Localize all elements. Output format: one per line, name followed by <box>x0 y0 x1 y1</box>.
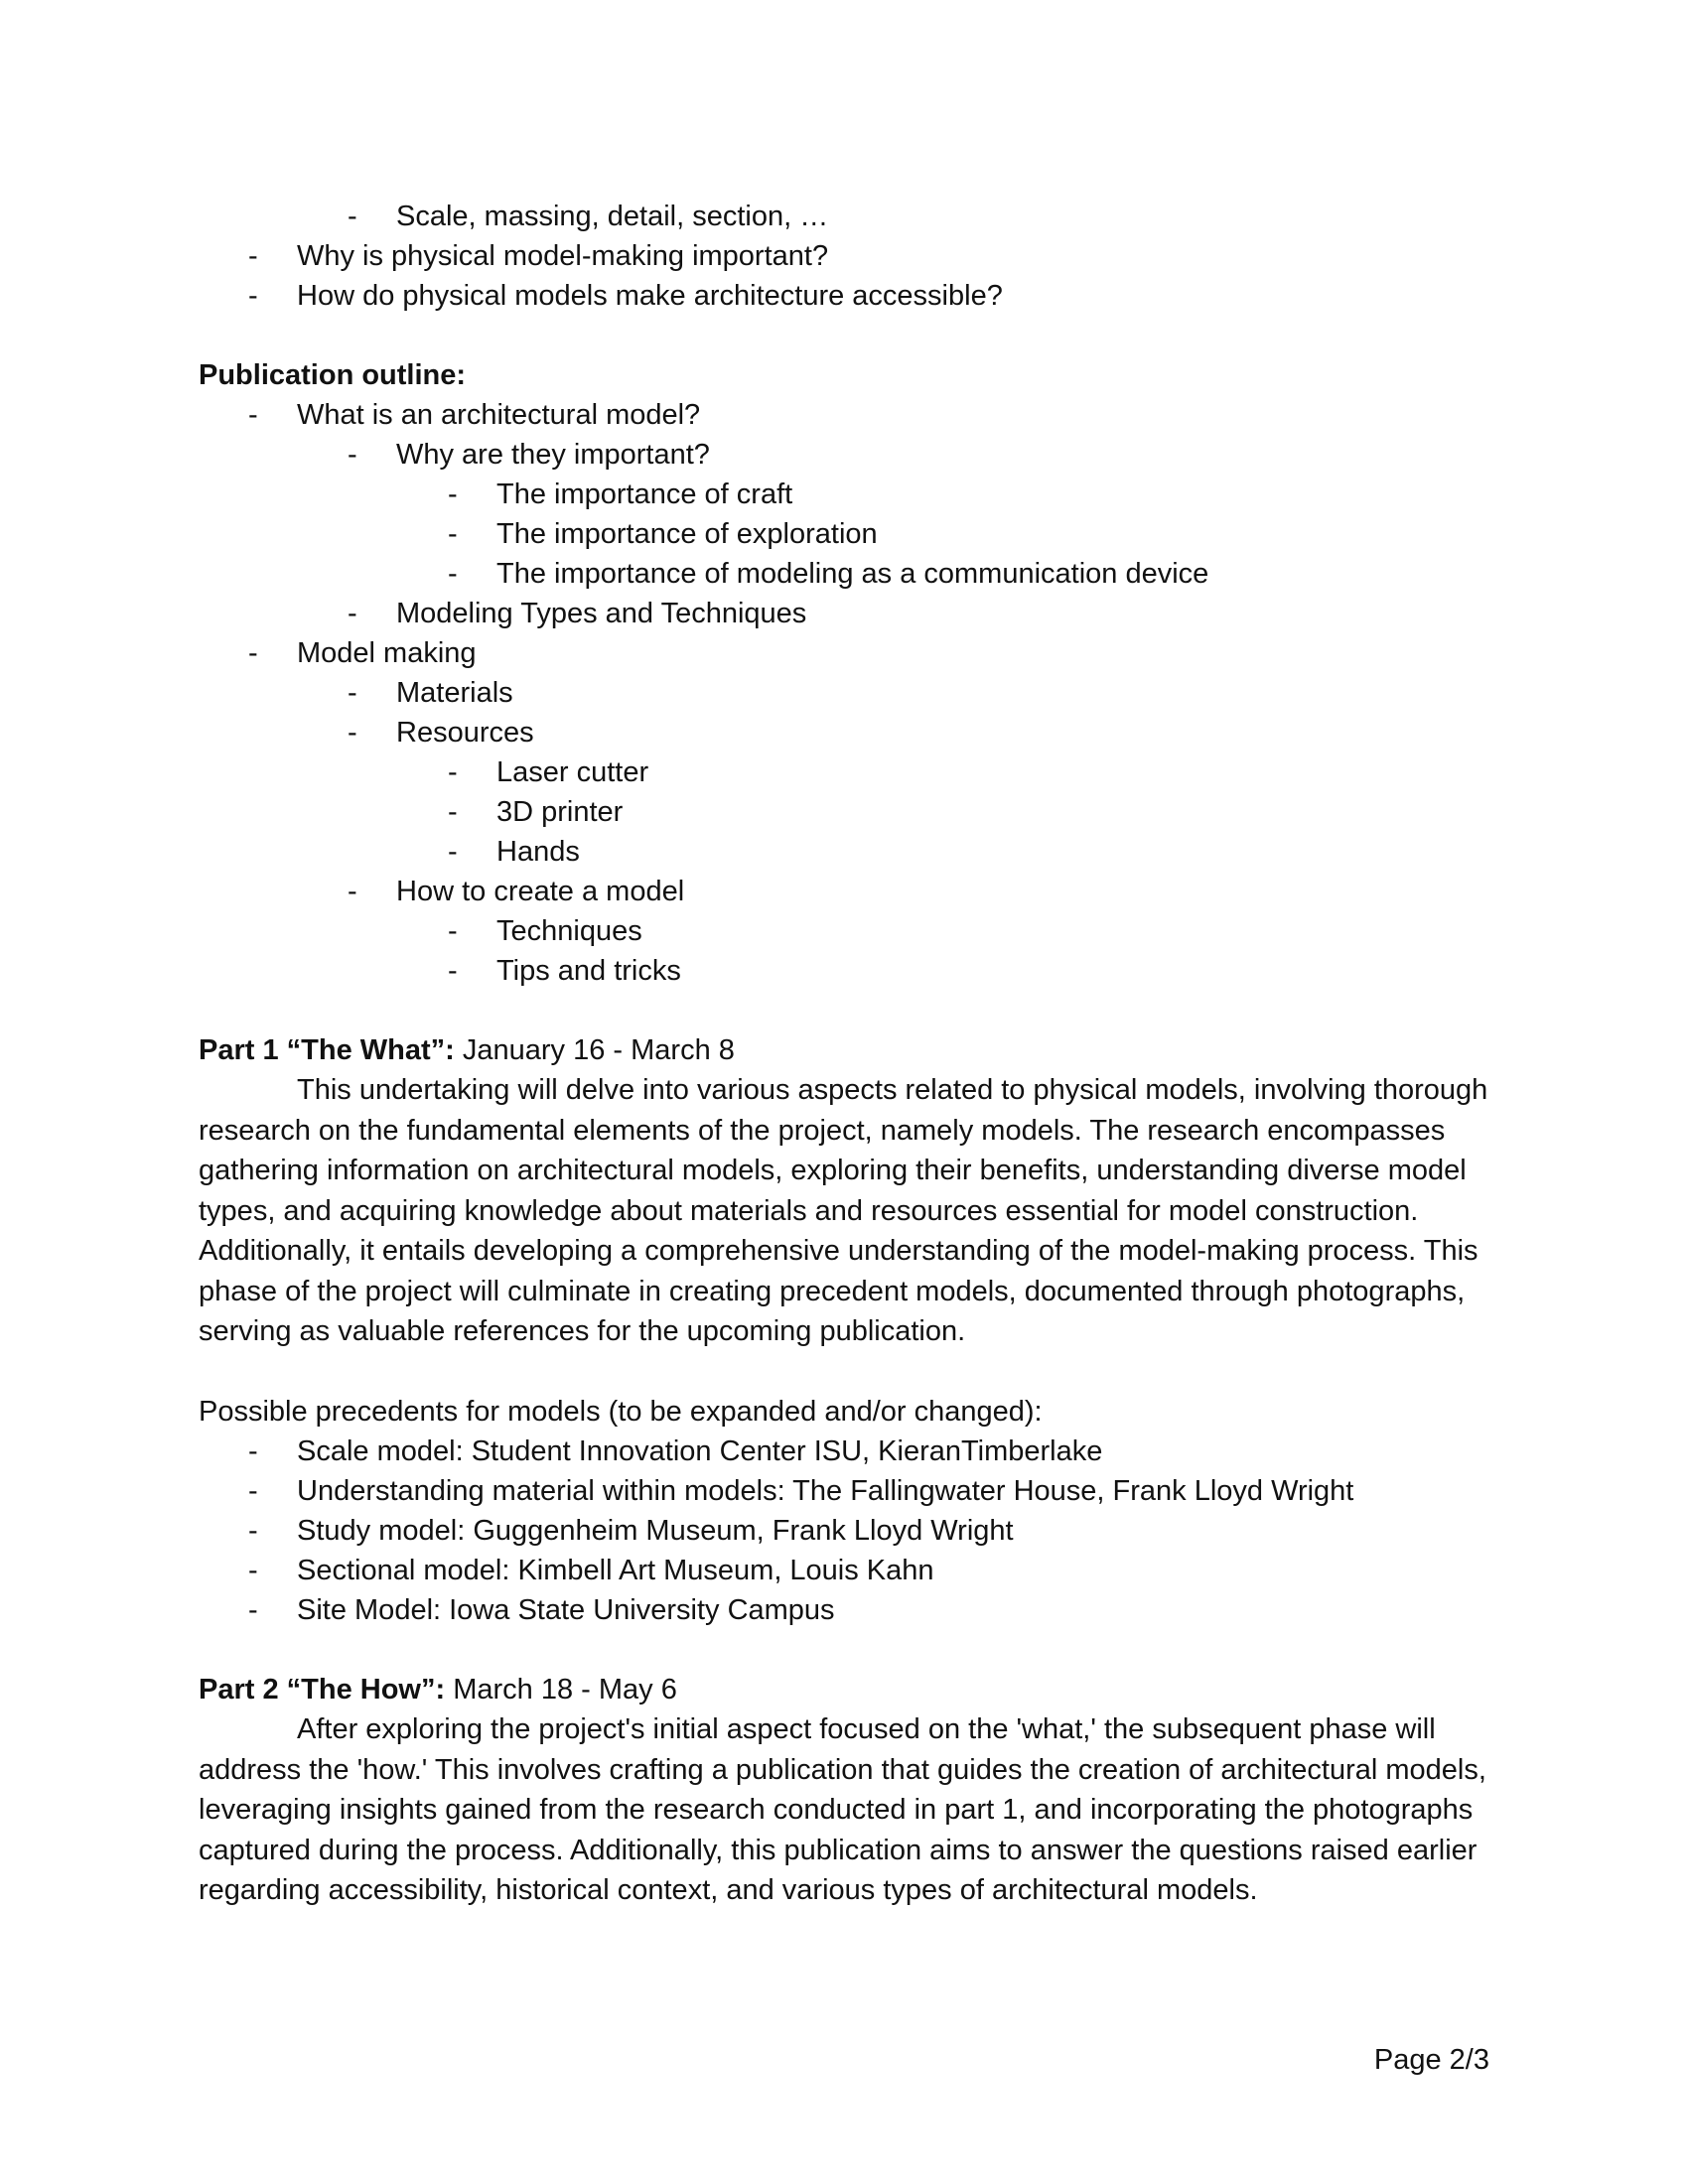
list-item-text: How do physical models make architecture accessible? <box>297 280 1003 312</box>
list-item-text: The importance of exploration <box>496 518 878 550</box>
list-item-text: Laser cutter <box>496 756 649 788</box>
list-item <box>248 1590 835 1630</box>
bullet-dash: - <box>248 399 258 431</box>
bullet-dash: - <box>348 439 357 471</box>
bullet-dash: - <box>448 915 458 947</box>
bullet-dash: - <box>448 955 458 987</box>
list-item <box>348 197 829 236</box>
list-item <box>448 752 649 792</box>
list-item-text: The importance of modeling as a communication device <box>496 558 1209 590</box>
list-item <box>248 633 477 673</box>
bullet-dash: - <box>248 240 258 272</box>
list-item-text: Materials <box>396 677 513 709</box>
list-item <box>448 514 878 554</box>
list-item-text: Model making <box>297 637 477 669</box>
part1-heading <box>199 1030 735 1070</box>
precedents-intro: Possible precedents for models (to be expanded and/or changed): <box>199 1396 1043 1428</box>
list-item-text: Site Model: Iowa State University Campus <box>297 1594 835 1626</box>
part1-dates: January 16 - March 8 <box>454 1034 735 1066</box>
list-item-text: Resources <box>396 717 534 749</box>
part2-body: After exploring the project's initial aspect focused on the 'what,' the subsequent phase will address the 'how.' This involves crafting a publication that guides the creation of architectural models, leveraging insights gained from the research conducted in part 1, and incorporating the photographs captured during the process. Additionally, this publication aims to answer the questions raised earlier regarding accessibility, historical context, and various types of architectural models. <box>199 1713 1486 1906</box>
list-item <box>248 1471 1354 1511</box>
part1-label: Part 1 “The What”: <box>199 1034 455 1066</box>
list-item-text: Study model: Guggenheim Museum, Frank Lloyd Wright <box>297 1515 1014 1547</box>
bullet-dash: - <box>348 876 357 907</box>
bullet-dash: - <box>448 836 458 868</box>
bullet-dash: - <box>448 796 458 828</box>
list-item <box>348 435 710 475</box>
bullet-dash: - <box>348 717 357 749</box>
bullet-dash: - <box>248 637 258 669</box>
part2-dates: March 18 - May 6 <box>445 1674 677 1706</box>
bullet-dash: - <box>448 558 458 590</box>
list-item-text: 3D printer <box>496 796 624 828</box>
list-item <box>248 395 701 435</box>
part2-label: Part 2 “The How”: <box>199 1674 446 1706</box>
bullet-dash: - <box>448 478 458 510</box>
list-item <box>448 951 681 991</box>
bullet-dash: - <box>248 1435 258 1467</box>
bullet-dash: - <box>248 280 258 312</box>
bullet-dash: - <box>448 756 458 788</box>
list-item <box>348 713 534 752</box>
list-item <box>448 792 624 832</box>
list-item-text: The importance of craft <box>496 478 793 510</box>
bullet-dash: - <box>348 201 357 232</box>
bullet-dash: - <box>248 1475 258 1507</box>
list-item <box>348 872 685 911</box>
list-item-text: Modeling Types and Techniques <box>396 598 807 629</box>
list-item-text: Why are they important? <box>396 439 710 471</box>
bullet-dash: - <box>348 677 357 709</box>
list-item <box>348 673 513 713</box>
list-item-text: Tips and tricks <box>496 955 681 987</box>
list-item <box>248 236 829 276</box>
part1-body: This undertaking will delve into various aspects related to physical models, involving thorough research on the fundamental elements of the project, namely models. The research encompasses gathering information on architectural models, exploring their benefits, understanding diverse model types, and acquiring knowledge about materials and resources essential for model construction. Additionally, it entails developing a comprehensive understanding of the model-making process. This phase of the project will culminate in creating precedent models, documented through photographs, serving as valuable references for the upcoming publication. <box>199 1074 1488 1347</box>
list-item <box>248 1432 1103 1471</box>
list-item-text: Hands <box>496 836 580 868</box>
bullet-dash: - <box>248 1515 258 1547</box>
list-item-text: Scale model: Student Innovation Center ISU, KieranTimberlake <box>297 1435 1103 1467</box>
bullet-dash: - <box>348 598 357 629</box>
bullet-dash: - <box>448 518 458 550</box>
list-item-text: What is an architectural model? <box>297 399 701 431</box>
list-item <box>348 594 807 633</box>
list-item-text: Sectional model: Kimbell Art Museum, Louis Kahn <box>297 1555 934 1586</box>
bullet-dash: - <box>248 1555 258 1586</box>
list-item-text: How to create a model <box>396 876 685 907</box>
outline-heading: Publication outline: <box>199 359 467 391</box>
part2-heading <box>199 1670 677 1709</box>
bullet-dash: - <box>248 1594 258 1626</box>
page-number: Page 2/3 <box>1373 2044 1489 2076</box>
list-item-text: Understanding material within models: The Fallingwater House, Frank Lloyd Wright <box>297 1475 1354 1507</box>
list-item-text: Techniques <box>496 915 642 947</box>
list-item <box>248 1551 934 1590</box>
list-item <box>448 911 642 951</box>
list-item-text: Why is physical model-making important? <box>297 240 829 272</box>
list-item <box>448 554 1209 594</box>
list-item <box>248 276 1003 316</box>
list-item <box>448 832 580 872</box>
list-item-text: Scale, massing, detail, section, … <box>396 201 829 232</box>
list-item <box>248 1511 1014 1551</box>
list-item <box>448 475 793 514</box>
